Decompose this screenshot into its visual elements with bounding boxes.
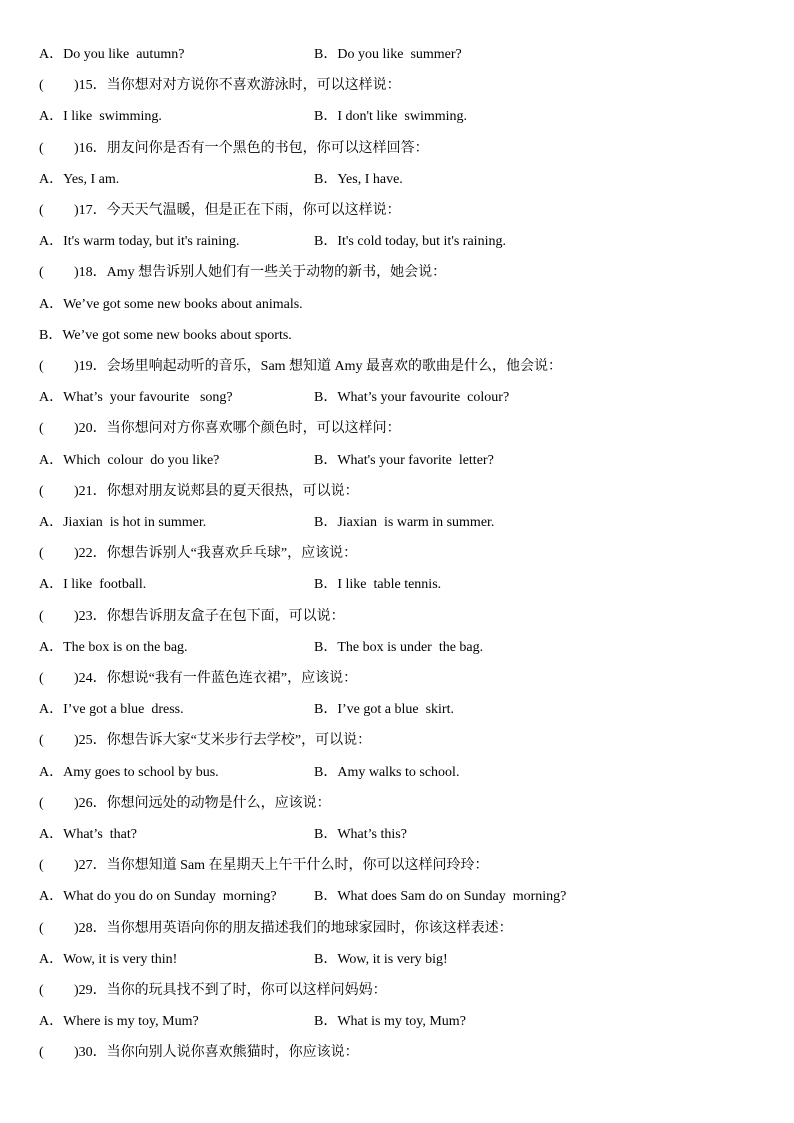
option-b: B．It's cold today, but it's raining. xyxy=(314,234,506,250)
question-row xyxy=(39,355,759,379)
answer-blank[interactable]: ( xyxy=(39,1045,44,1061)
answer-blank[interactable]: ( xyxy=(39,920,44,936)
question-row xyxy=(39,729,759,753)
question-text: Amy 想告诉别人她们有一些关于动物的新书，她会说： xyxy=(106,265,447,281)
option-row xyxy=(39,168,759,192)
option-row xyxy=(39,449,759,473)
option-a: A．Which colour do you like? xyxy=(39,452,220,468)
option-row xyxy=(39,948,759,972)
question-row xyxy=(39,667,759,691)
option-text: A．We’ve got some new books about animals. xyxy=(39,296,303,312)
option-a: A．The box is on the bag. xyxy=(39,639,188,655)
answer-blank[interactable]: ( xyxy=(39,140,44,156)
option-b: B．The box is under the bag. xyxy=(314,639,484,655)
answer-blank[interactable]: ( xyxy=(39,359,44,374)
answer-blank[interactable]: ( xyxy=(39,265,44,281)
question-number: )26． xyxy=(74,795,107,811)
answer-blank[interactable]: ( xyxy=(39,983,44,998)
option-text: B．We’ve got some new books about sports. xyxy=(39,327,292,343)
question-text: 你想说“我有一件蓝色连衣裙”，应该说： xyxy=(106,671,358,686)
answer-blank[interactable]: ( xyxy=(39,421,44,437)
option-row xyxy=(39,823,759,847)
question-text: 当你想用英语向你的朋友描述我们的地球家园时，你该这样表述： xyxy=(106,920,513,936)
option-b: B．Jiaxian is warm in summer. xyxy=(314,515,495,530)
question-number: )21． xyxy=(74,483,107,499)
option-a: A．What do you do on Sunday morning? xyxy=(39,889,277,905)
question-text: 你想问远处的动物是什么，应该说： xyxy=(106,795,331,811)
option-row xyxy=(39,43,759,67)
question-number: )27． xyxy=(74,858,107,874)
option-b: B．I don't like swimming. xyxy=(314,109,468,125)
option-b: B．Do you like summer? xyxy=(314,47,462,62)
question-number: )19． xyxy=(74,359,107,374)
option-row xyxy=(39,1010,759,1034)
question-number: )30． xyxy=(74,1045,107,1061)
option-b: B．I’ve got a blue skirt. xyxy=(314,702,454,718)
option-b: B．Wow, it is very big! xyxy=(314,951,448,967)
question-text: 当你向别人说你喜欢熊猫时，你应该说： xyxy=(106,1045,359,1061)
option-b: B．What’s your favourite colour? xyxy=(314,390,510,406)
question-number: )29． xyxy=(74,983,107,998)
option-row xyxy=(39,885,759,909)
option-a: A．Wow, it is very thin! xyxy=(39,951,178,967)
question-text: 你想告诉大家“艾米步行去学校”，可以说： xyxy=(106,733,372,749)
option-b: B．What does Sam do on Sunday morning? xyxy=(314,889,567,905)
question-row xyxy=(39,480,759,504)
option-a: A．Yes, I am. xyxy=(39,171,120,187)
question-number: )16． xyxy=(74,140,107,156)
question-number: )18． xyxy=(74,265,107,281)
option-a: A．I like swimming. xyxy=(39,109,162,125)
answer-blank[interactable]: ( xyxy=(39,608,44,624)
option-b: B．What is my toy, Mum? xyxy=(314,1014,466,1030)
option-row xyxy=(39,573,759,597)
option-row xyxy=(39,230,759,254)
question-text: 你想告诉朋友盒子在包下面，可以说： xyxy=(106,608,345,624)
question-text: 会场里响起动听的音乐，Sam 想知道 Amy 最喜欢的歌曲是什么，他会说： xyxy=(106,359,563,374)
option-row xyxy=(39,698,759,722)
question-number: )28． xyxy=(74,920,107,936)
question-row xyxy=(39,74,759,98)
question-number: )25． xyxy=(74,733,107,749)
question-number: )22． xyxy=(74,546,107,562)
question-text: 今天天气温暖，但是正在下雨，你可以这样说： xyxy=(106,203,401,218)
question-row xyxy=(39,854,759,878)
question-number: )20． xyxy=(74,421,107,437)
question-row xyxy=(39,1041,759,1065)
option-a: A．I’ve got a blue dress. xyxy=(39,702,184,718)
answer-blank[interactable]: ( xyxy=(39,483,44,499)
question-text: 当你想问对方你喜欢哪个颜色时，可以这样问： xyxy=(106,421,401,437)
option-a: A．I like football. xyxy=(39,577,147,593)
question-row xyxy=(39,417,759,441)
option-a: A．Amy goes to school by bus. xyxy=(39,764,219,780)
question-row xyxy=(39,917,759,941)
answer-blank[interactable]: ( xyxy=(39,546,44,562)
option-row xyxy=(39,386,759,410)
question-number: )15． xyxy=(74,78,107,94)
question-number: )24． xyxy=(74,671,107,686)
option-a: A．Where is my toy, Mum? xyxy=(39,1014,199,1030)
question-text: 当你的玩具找不到了时，你可以这样问妈妈： xyxy=(106,983,387,998)
option-row xyxy=(39,105,759,129)
option-row xyxy=(39,761,759,785)
option-a: A．What’s that? xyxy=(39,827,137,842)
question-row xyxy=(39,199,759,223)
answer-blank[interactable]: ( xyxy=(39,78,44,94)
option-a: A．Do you like autumn? xyxy=(39,47,185,62)
option-b: B．What's your favorite letter? xyxy=(314,452,494,468)
question-row xyxy=(39,792,759,816)
answer-blank[interactable]: ( xyxy=(39,795,44,811)
question-number: )17． xyxy=(74,203,107,218)
answer-blank[interactable]: ( xyxy=(39,203,44,218)
option-row xyxy=(39,511,759,535)
option-row xyxy=(39,636,759,660)
question-row xyxy=(39,979,759,1003)
option-b: B．Amy walks to school. xyxy=(314,764,460,780)
question-text: 朋友问你是否有一个黑色的书包，你可以这样回答： xyxy=(106,140,429,156)
answer-blank[interactable]: ( xyxy=(39,858,44,874)
option-a: A．What’s your favourite song? xyxy=(39,390,233,406)
answer-blank[interactable]: ( xyxy=(39,671,44,686)
question-row xyxy=(39,542,759,566)
question-text: 你想告诉别人“我喜欢乒乓球”，应该说： xyxy=(106,546,358,562)
question-row xyxy=(39,137,759,161)
question-number: )23． xyxy=(74,608,107,624)
option-a: A．It's warm today, but it's raining. xyxy=(39,234,240,250)
option-b: B．What’s this? xyxy=(314,827,407,842)
option-b: B．I like table tennis. xyxy=(314,577,442,593)
question-text: 当你想对对方说你不喜欢游泳时，可以这样说： xyxy=(106,78,401,94)
question-row xyxy=(39,261,759,285)
question-text: 当你想知道 Sam 在星期天上午干什么时，你可以这样问玲玲： xyxy=(106,858,489,874)
option-b: B．Yes, I have. xyxy=(314,171,403,187)
question-text: 你想对朋友说郏县的夏天很热，可以说： xyxy=(106,483,359,499)
option-a: A．Jiaxian is hot in summer. xyxy=(39,515,207,530)
answer-blank[interactable]: ( xyxy=(39,733,44,749)
question-row xyxy=(39,605,759,629)
option-row-single xyxy=(39,293,759,317)
option-row-single xyxy=(39,324,759,348)
